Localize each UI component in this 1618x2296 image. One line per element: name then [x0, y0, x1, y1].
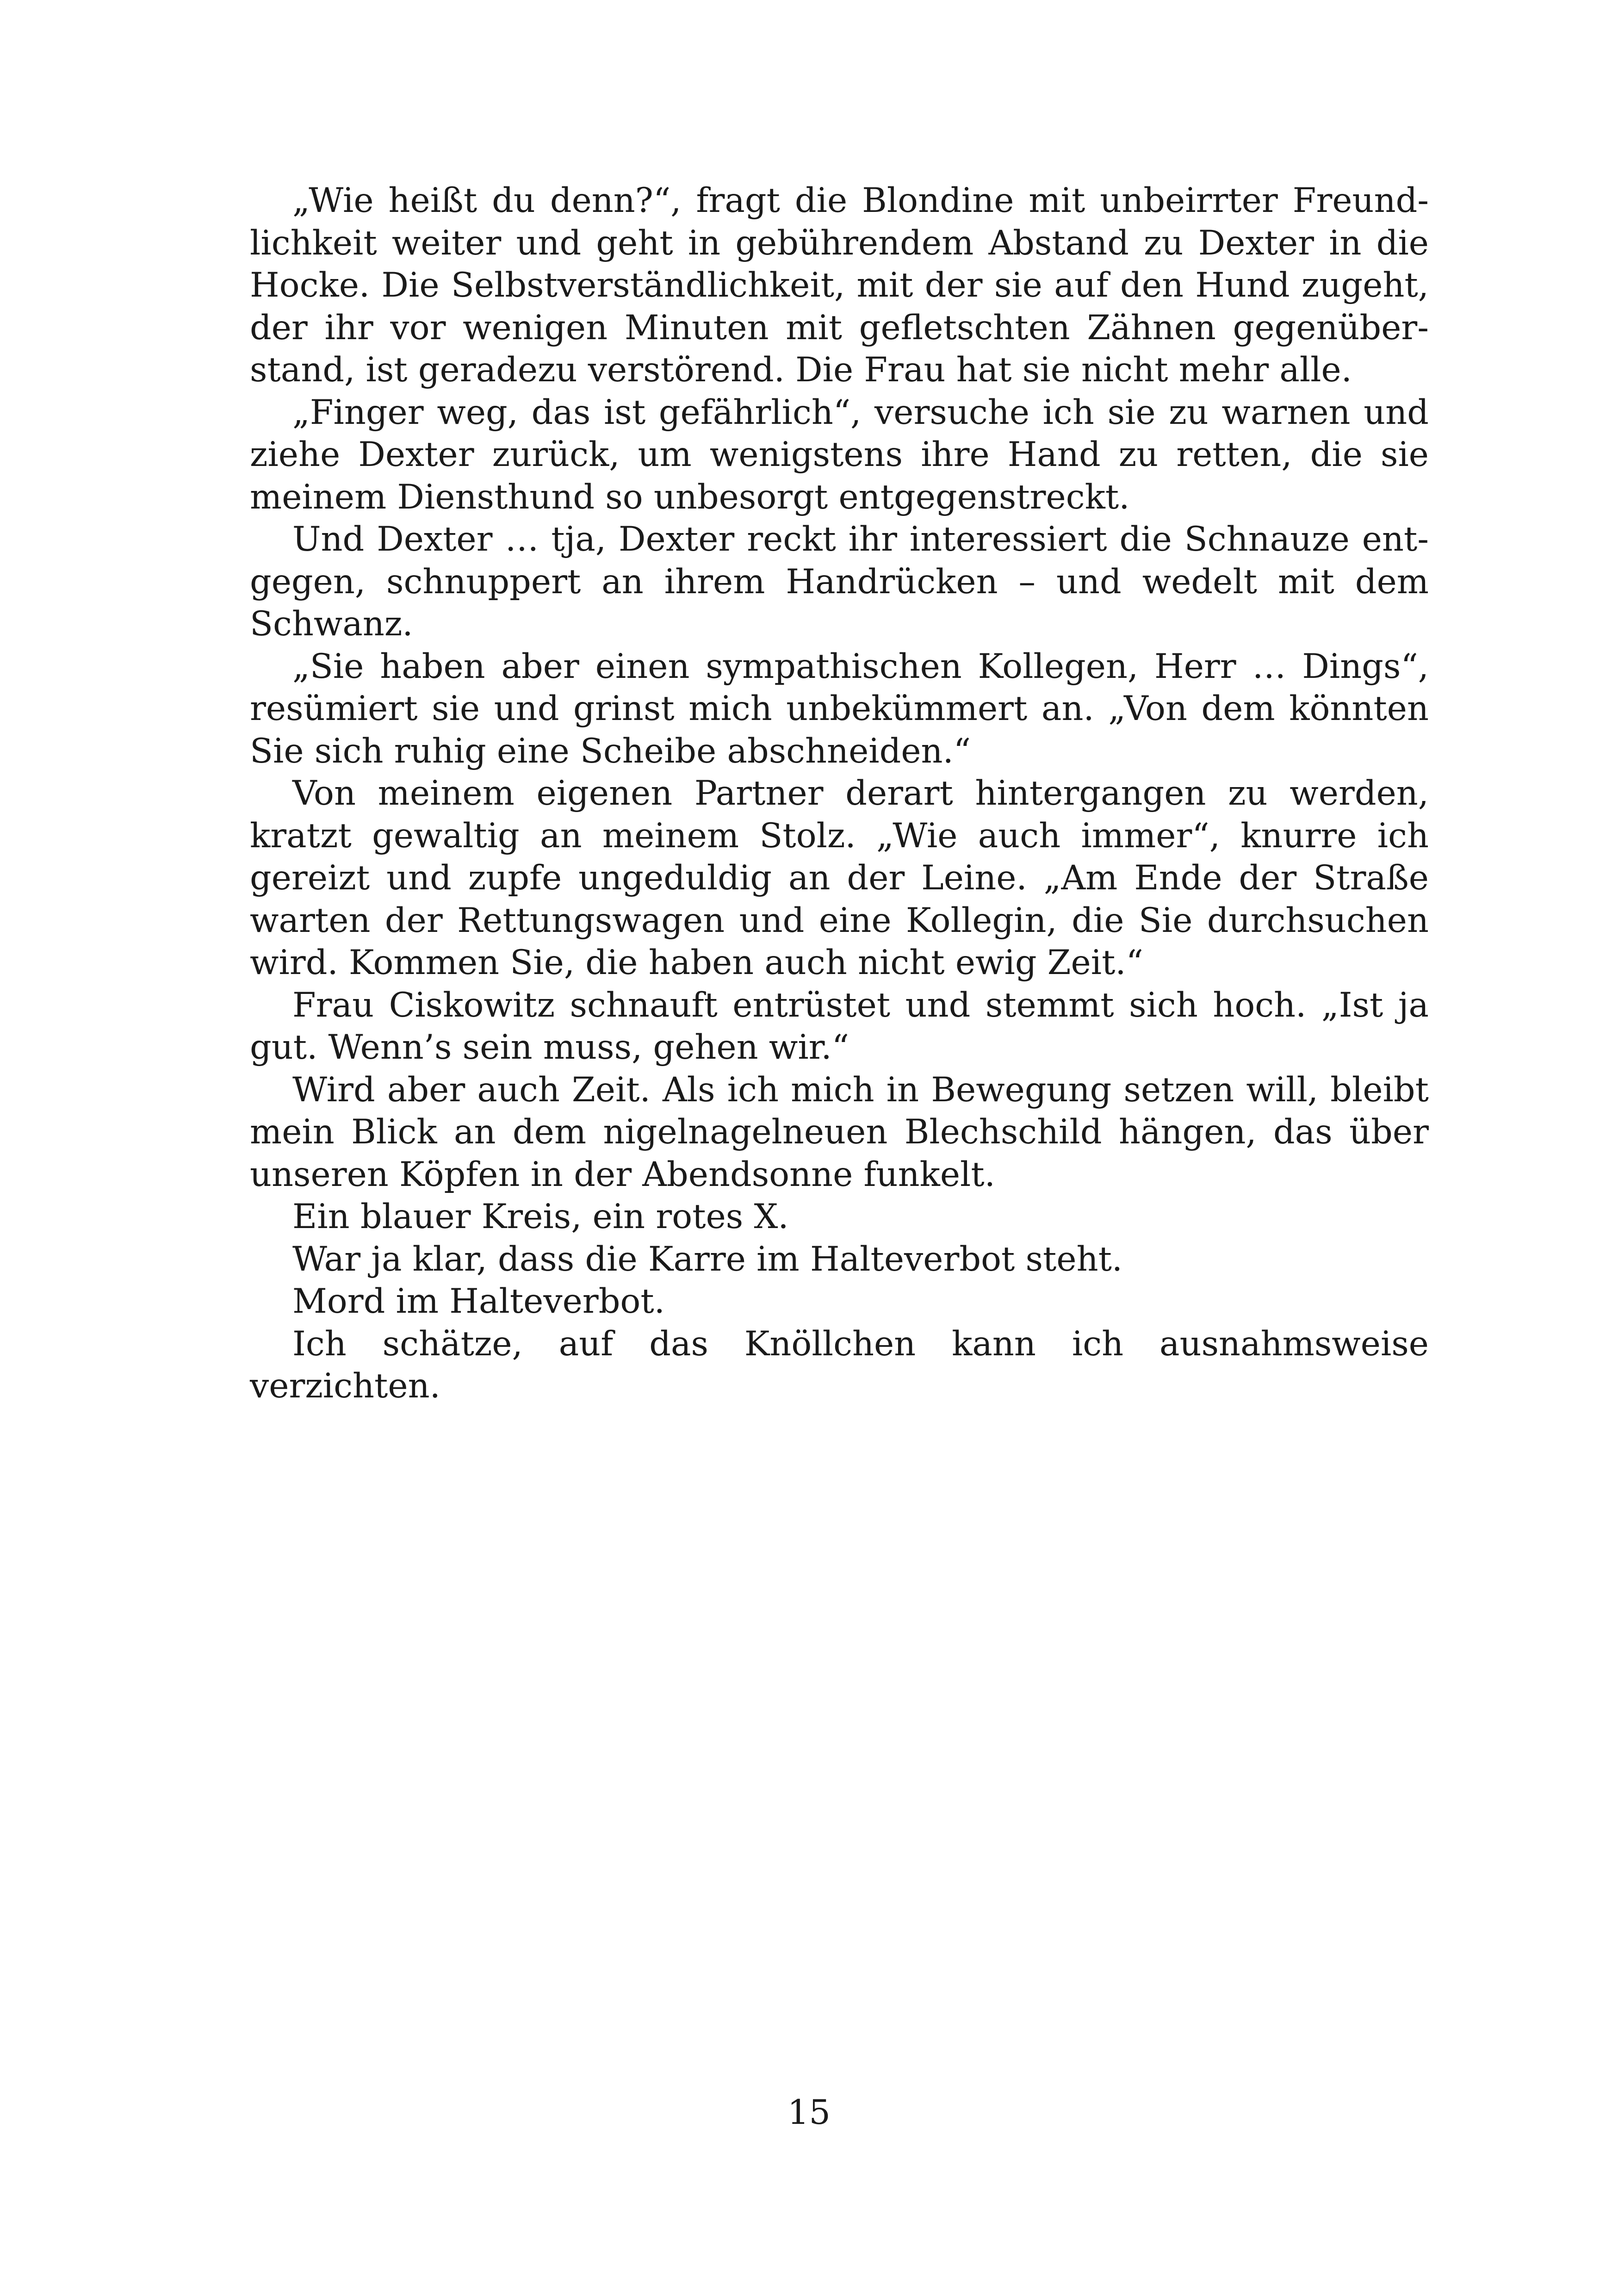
paragraph: „Finger weg, das ist gefährlich“, versuche ich sie zu warnen und ziehe Dexter zurück, um wenigstens ihre Hand zu retten, die sie meinem Diensthund so unbesorgt entgegenstreckt. [250, 392, 1429, 517]
paragraph: Ich schätze, auf das Knöllchen kann ich ausnahmsweise verzichten. [250, 1324, 1429, 1406]
body-text [250, 180, 1429, 1408]
paragraph: Ein blauer Kreis, ein rotes X. [292, 1197, 789, 1236]
paragraph: Mord im Halteverbot. [292, 1282, 665, 1321]
paragraph: Frau Ciskowitz schnauft entrüstet und stemmt sich hoch. „Ist ja gut. Wenn’s sein muss, gehen wir.“ [250, 985, 1429, 1067]
paragraph: „Wie heißt du denn?“, fragt die Blondine mit unbeirrter Freundlichkeit weiter und geht in gebührendem Abstand zu Dexter in die Hocke. Die Selbstverständlichkeit, mit der sie auf den Hund zugeht, der ihr vor wenigen Minuten mit gefletschten Zähnen gegenüberstand, ist geradezu verstörend. Die Frau hat sie nicht mehr alle. [250, 181, 1429, 390]
paragraph: Und Dexter … tja, Dexter reckt ihr interessiert die Schnauze entgegen, schnuppert an ihrem Handrücken – und wedelt mit dem Schwanz. [250, 520, 1429, 644]
page-number: 15 [787, 2093, 831, 2132]
paragraph: Von meinem eigenen Partner derart hintergangen zu werden, kratzt gewaltig an meinem Stolz. „Wie auch immer“, knurre ich gereizt und zupfe ungeduldig an der Leine. „Am Ende der Straße warten der Rettungswagen und eine Kollegin, die Sie durchsuchen wird. Kommen Sie, die haben auch nicht ewig Zeit.“ [250, 774, 1429, 982]
paragraph: Wird aber auch Zeit. Als ich mich in Bewegung setzen will, bleibt mein Blick an dem nigelnagelneuen Blechschild hängen, das über unseren Köpfen in der Abendsonne funkelt. [250, 1070, 1429, 1194]
paragraph: „Sie haben aber einen sympathischen Kollegen, Herr … Dings“, resümiert sie und grinst mich unbekümmert an. „Von dem könnten Sie sich ruhig eine Scheibe abschneiden.“ [250, 646, 1429, 771]
paragraph: War ja klar, dass die Karre im Halteverbot steht. [292, 1239, 1123, 1279]
